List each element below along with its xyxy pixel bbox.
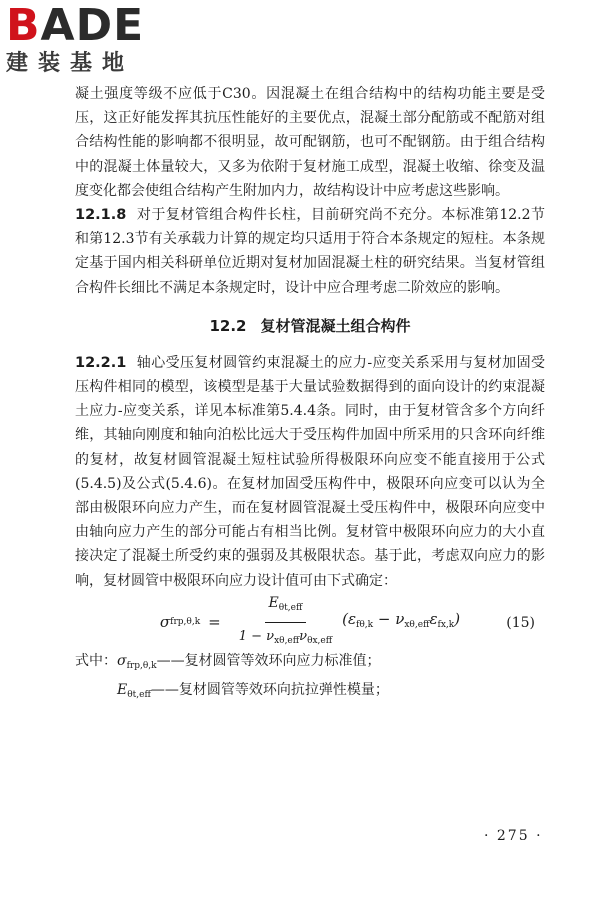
page-body bbox=[75, 82, 545, 707]
eq-fraction bbox=[235, 591, 336, 653]
eq-num-sub: θt,eff bbox=[278, 602, 303, 613]
eq-den-sub1: xθ,eff bbox=[274, 635, 300, 646]
equation-body bbox=[145, 594, 475, 646]
clause-text: 对于复材管组合构件长柱，目前研究尚不充分。本标准第12.2节和第12.3节有关承载力计算的规定均只适用于符合本条规定的短柱。本条规定基于国内相关科研单位近期对复材加固混凝土柱的研究结果。当复材管组合构件长细比不满足本条规定时，设计中应合理考虑二阶效应的影响。 bbox=[75, 207, 545, 296]
clause-12-2-1 bbox=[75, 351, 545, 593]
logo-subtitle: 建装基地 bbox=[6, 51, 135, 76]
eq-p-sub3: fx,k bbox=[437, 619, 455, 630]
where-symbol-sub: θt,eff bbox=[127, 690, 151, 701]
eq-p-mid: − ν bbox=[373, 609, 405, 628]
eq-numerator bbox=[265, 591, 307, 623]
where-definition: ——复材圆管等效环向抗拉弹性模量； bbox=[150, 682, 389, 699]
eq-den-mid: ν bbox=[299, 628, 308, 644]
eq-denominator bbox=[235, 623, 336, 653]
where-symbol-sub: frp,θ,k bbox=[126, 660, 157, 671]
eq-den-sub2: θx,eff bbox=[307, 635, 333, 646]
eq-num-symbol: E bbox=[268, 594, 279, 611]
eq-p-sub1: fθ,k bbox=[356, 619, 374, 630]
clause-number: 12.1.8 bbox=[75, 207, 127, 224]
clause-number: 12.2.1 bbox=[75, 354, 127, 371]
logo-letters: ADE bbox=[40, 0, 145, 51]
where-lead: 式中： bbox=[75, 652, 117, 669]
section-heading bbox=[75, 314, 545, 338]
section-title: 复材管混凝土组合构件 bbox=[260, 316, 411, 335]
equation-15 bbox=[75, 594, 545, 646]
equation-number: (15) bbox=[506, 614, 535, 631]
paragraph-continued: 凝土强度等级不应低于C30。因混凝土在组合结构中的结构功能主要是受压，这正好能发挥其抗压性能好的主要优点，混凝土部分配筋或不配筋对组合结构性能的影响都不很明显，故可配钢筋，也可不配钢筋。由于组合结构中的混凝土体量较大，又多为依附于复材施工成型，混凝土收缩、徐变及温度变化都会使组合结构产生附加内力，故结构设计中应考虑这些影响。 bbox=[75, 86, 545, 199]
eq-paren-close: ) bbox=[454, 609, 461, 628]
eq-lhs-sub: frp,θ,k bbox=[170, 616, 201, 627]
eq-parenthesis bbox=[342, 607, 460, 637]
page-number: · 275 · bbox=[484, 828, 543, 844]
eq-sign: = bbox=[208, 612, 221, 631]
where-line-1 bbox=[75, 649, 545, 678]
eq-p-eps: ε bbox=[429, 609, 438, 628]
where-symbol: σ bbox=[117, 652, 127, 669]
where-symbol: E bbox=[117, 682, 128, 699]
section-number: 12.2 bbox=[209, 316, 247, 335]
logo bbox=[6, 0, 176, 88]
logo-wordmark bbox=[6, 0, 176, 51]
clause-text: 轴心受压复材圆管约束混凝土的应力-应变关系采用与复材加固受压构件相同的模型，该模型是基于大量试验数据得到的面向设计的约束混凝土应力-应变关系，详见本标准第5.4.4条。同时，由于复材管含多个方向纤维，其轴向刚度和轴向泊松比远大于受压构件加固中所采用的只含环向纤维的复材，故复材圆管混凝土短柱试验所得极限环向应变不能直接用于公式(5.4.5)及公式(5.4.6)。在复材加固受压构件中，极限环向应变可以认为全部由极限环向应力产生，而在复材圆管混凝土受压构件中，极限环向应变中由轴向应力产生的部分可能占有相当比例。复材管中极限环向应力的大小直接决定了混凝土所受约束的强弱及其极限状态。基于此，考虑双向应力的影响，复材圆管中极限环向应力设计值可由下式确定： bbox=[75, 354, 545, 589]
where-line-2 bbox=[75, 678, 545, 707]
logo-accent-letter: B bbox=[6, 0, 41, 51]
eq-den-pre: 1 − ν bbox=[238, 628, 275, 644]
eq-lhs: σ bbox=[159, 612, 171, 631]
clause-12-1-8 bbox=[75, 203, 545, 300]
where-definition: ——复材圆管等效环向应力标准值； bbox=[156, 652, 381, 669]
eq-p-sub2: xθ,eff bbox=[404, 619, 430, 630]
eq-paren-open: (ε bbox=[342, 609, 357, 628]
